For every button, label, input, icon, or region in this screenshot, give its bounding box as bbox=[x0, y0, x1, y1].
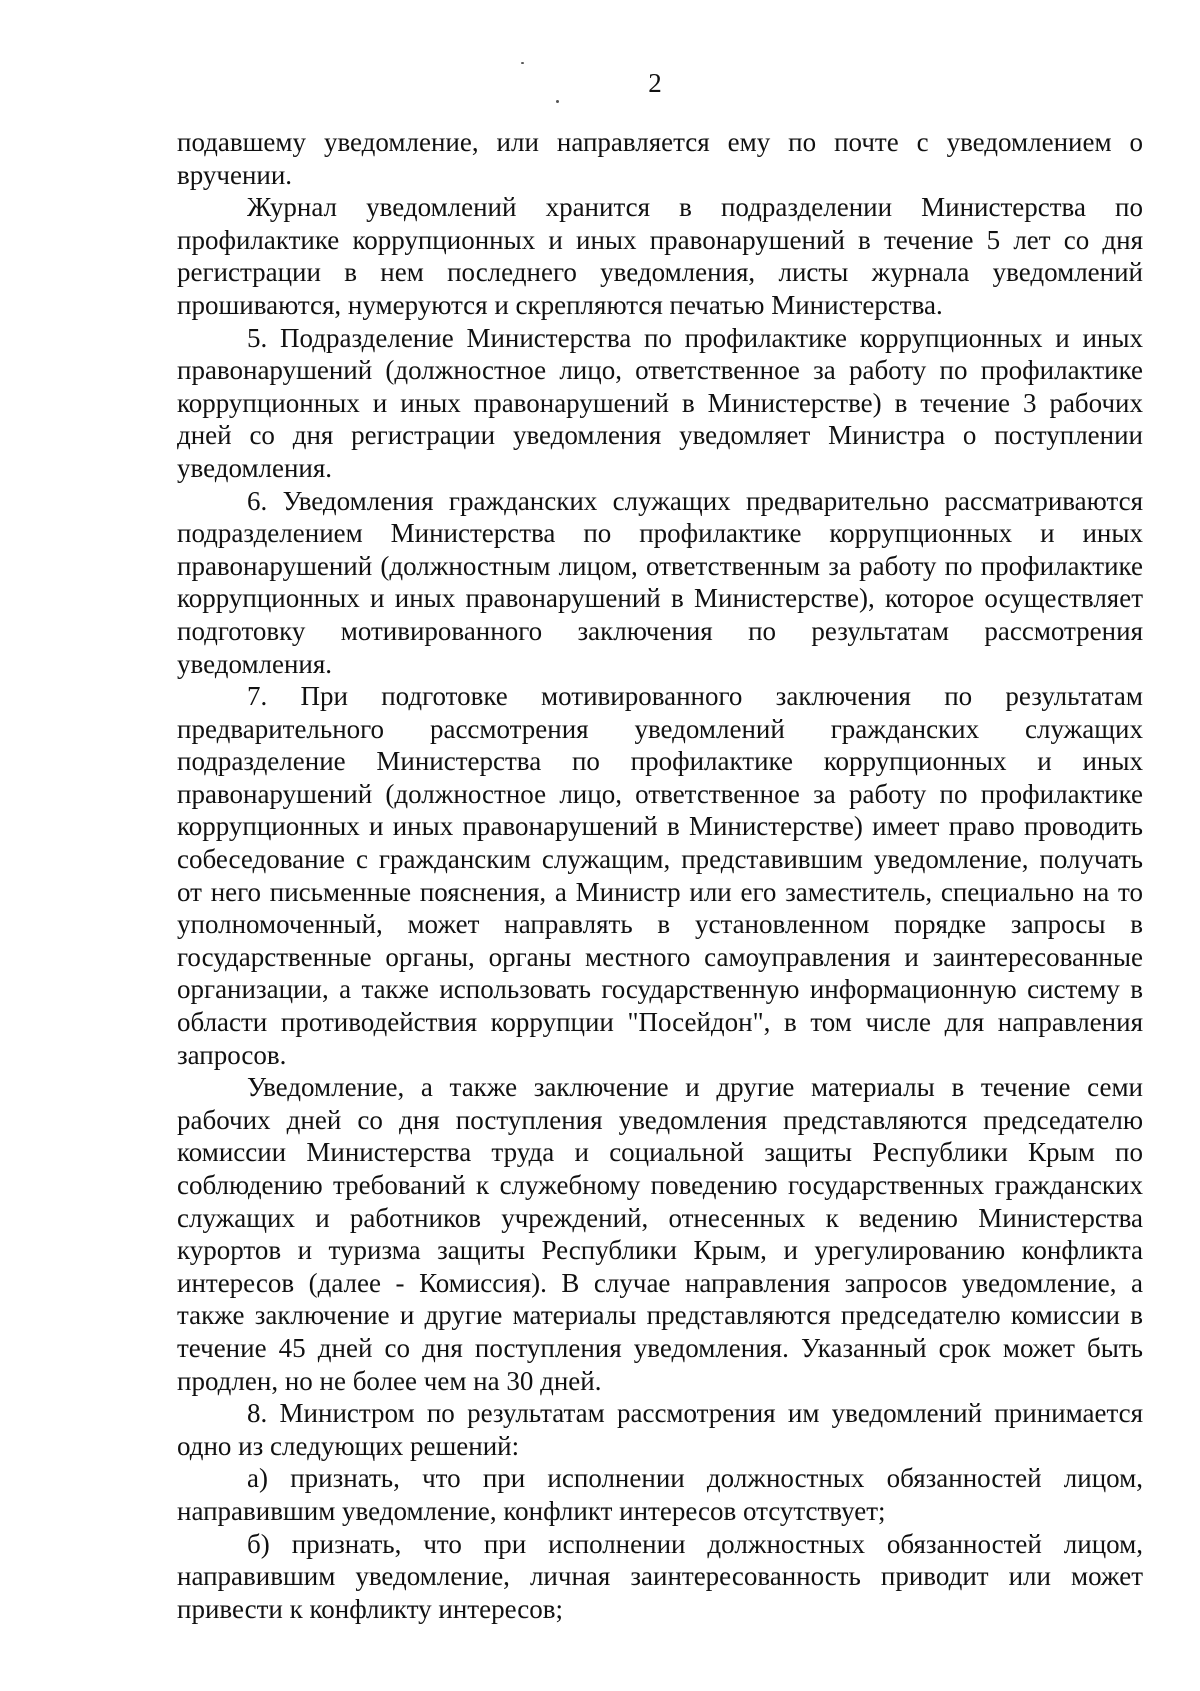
paragraph-item-7: 7. При подготовке мотивированного заключения по результатам предварительного рассмотрения уведомлений гражданских служащих подразделение Министерства по профилактике коррупционных и иных правонарушений (должностное лицо, ответственное за работу по профилактике коррупционных и иных правонарушений в Министерстве) имеет право проводить собеседование с гражданским служащим, представившим уведомление, получать от него письменные пояснения, а Министр или его заместитель, специально на то уполномоченный, может направлять в установленном порядке запросы в государственные органы, органы местного самоуправления и заинтересованные организации, а также использовать государственную информационную систему в области противодействия коррупции "Посейдон", в том числе для направления запросов. bbox=[177, 681, 1143, 1070]
paragraph-item-8: 8. Министром по результатам рассмотрения им уведомлений принимается одно из следующих решений: bbox=[177, 1398, 1143, 1461]
paragraph-item-5: 5. Подразделение Министерства по профилактике коррупционных и иных правонарушений (должностное лицо, ответственное за работу по профилактике коррупционных и иных правонарушений в Министерстве) в течение 3 рабочих дней со дня регистрации уведомления уведомляет Министра о поступлении уведомления. bbox=[177, 322, 1143, 483]
document-body bbox=[177, 126, 1143, 1625]
paragraph-journal: Журнал уведомлений хранится в подразделении Министерства по профилактике коррупционных и иных правонарушений в течение 5 лет со дня регистрации в нем последнего уведомления, листы журнала уведомлений прошиваются, нумеруются и скрепляются печатью Министерства. bbox=[177, 192, 1143, 320]
scan-speck bbox=[521, 62, 524, 64]
paragraph-continuation: подавшему уведомление, или направляется ему по почте с уведомлением о вручении. bbox=[177, 127, 1143, 190]
scan-speck bbox=[556, 100, 559, 103]
paragraph-item-8b: б) признать, что при исполнении должностных обязанностей лицом, направившим уведомление, личная заинтересованность приводит или может привести к конфликту интересов; bbox=[177, 1528, 1143, 1624]
paragraph-item-6: 6. Уведомления гражданских служащих предварительно рассматриваются подразделением Министерства по профилактике коррупционных и иных правонарушений (должностным лицом, ответственным за работу по профилактике коррупционных и иных правонарушений в Министерстве), которое осуществляет подготовку мотивированного заключения по результатам рассмотрения уведомления. bbox=[177, 485, 1143, 679]
page-number: 2 bbox=[648, 68, 662, 98]
paragraph-notification-commission: Уведомление, а также заключение и другие материалы в течение семи рабочих дней со дня поступления уведомления представляются председателю комиссии Министерства труда и социальной защиты Республики Крым по соблюдению требований к служебному поведению государственных гражданских служащих и работников учреждений, отнесенных к ведению Министерства курортов и туризма защиты Республики Крым, и урегулированию конфликта интересов (далее - Комиссия). В случае направления запросов уведомление, а также заключение и другие материалы представляются председателю комиссии в течение 45 дней со дня поступления уведомления. Указанный срок может быть продлен, но не более чем на 30 дней. bbox=[177, 1072, 1143, 1396]
paragraph-item-8a: а) признать, что при исполнении должностных обязанностей лицом, направившим уведомление, конфликт интересов отсутствует; bbox=[177, 1463, 1143, 1526]
